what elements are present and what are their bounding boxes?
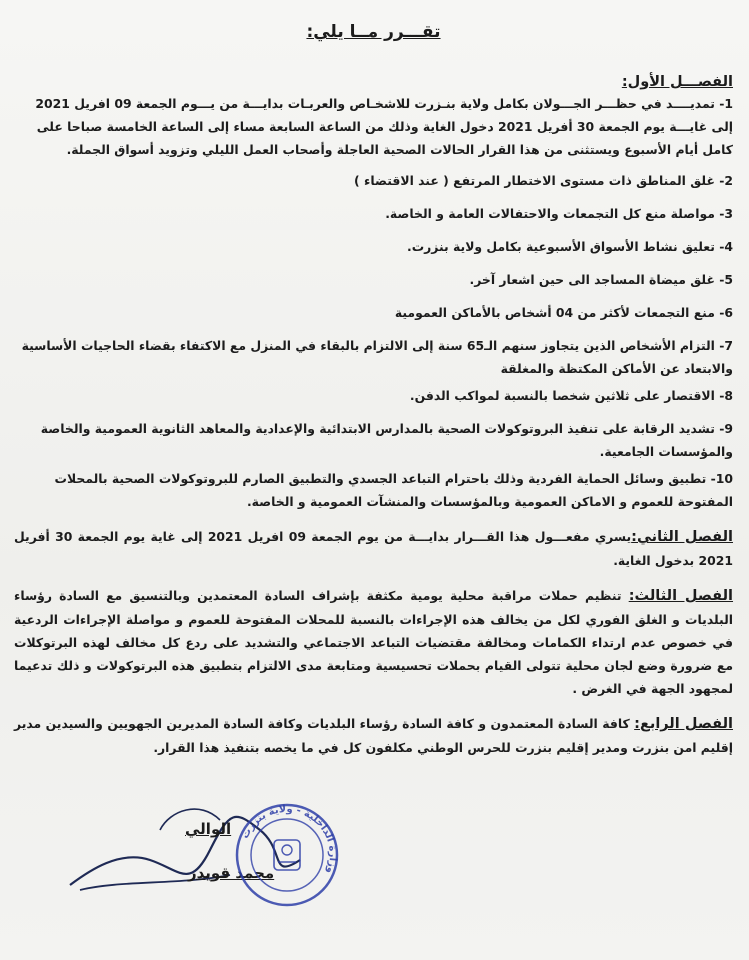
signatory-name: محمد قويدر — [188, 864, 275, 882]
chapter-1-item-9: 9- تشديد الرقابة على تنفيذ البروتوكولات الصحية بالمدارس الابتدائية والإعدادية والمعاهد الثانوية العمومية والخاصة والمؤسسات الجامعية. — [40, 421, 733, 459]
chapter-4 — [14, 712, 733, 759]
chapter-1-item-8: 8- الاقتصار على ثلاثين شخصا بالنسبة لمواكب الدفن. — [409, 388, 733, 403]
chapter-1-item-2: 2- غلق المناطق ذات مستوى الاختطار المرتفع ( عند الاقتضاء ) — [354, 173, 733, 188]
chapter-2-title: الفصل الثاني: — [631, 529, 733, 545]
chapter-1-item-7: 7- التزام الأشخاص الذين يتجاوز سنهم الـ65 سنة إلى الالتزام بالبقاء في المنزل مع الاكتفاء بقضاء الحاجيات الأساسية والابتعاد عن الأماكن المكتظة والمغلقة — [21, 338, 733, 376]
chapter-4-text: كافة السادة المعتمدون و كافة السادة رؤساء البلديات وكافة السادة المديرين الجهويين والسيدين مدير إقليم امن بنزرت ومدير إقليم بنزرت للحرس الوطني مكلفون كل في ما يخصه بتنفيذ هذا القرار. — [14, 716, 733, 755]
stamp-emblem-icon — [274, 840, 300, 870]
chapter-2 — [14, 525, 733, 572]
chapter-1 — [14, 74, 733, 513]
stamp-text: وزارة الداخلية - ولاية بنزرت — [239, 803, 339, 876]
chapter-1-item-10: 10- تطبيق وسائل الحماية الفردية وذلك باحترام التباعد الجسدي والتطبيق الصارم للبروتوكولات الصحية بالمحلات المفتوحة للعموم و الاماكن العمومية وبالمؤسسات والمنشآت العمومية و الخاصة. — [54, 471, 733, 509]
chapter-1-item-3: 3- مواصلة منع كل التجمعات والاحتفالات العامة و الخاصة. — [385, 206, 733, 221]
decision-heading: تقـــرر مــا يلي: — [306, 22, 441, 42]
chapter-3-title: الفصل الثالث: — [628, 588, 734, 604]
chapter-1-title: الفصـــل الأول: — [621, 74, 733, 90]
chapter-1-item-4: 4- تعليق نشاط الأسواق الأسبوعية بكامل ولاية بنزرت. — [407, 239, 733, 254]
official-stamp — [232, 800, 342, 910]
signatory-title: الوالي — [185, 820, 232, 838]
chapter-4-title: الفصل الرابع: — [634, 716, 733, 732]
chapter-1-item-5: 5- غلق ميضاة المساجد الى حين اشعار آخر. — [469, 272, 733, 287]
chapter-2-text: يسري مفعـــول هذا القـــرار بدايـــة من يوم الجمعة 09 افريل 2021 إلى غاية يوم الجمعة 30 أفريل 2021 بدخول الغاية. — [14, 529, 733, 568]
chapter-1-item-1: 1- تمديــــد في حظـــر الجـــولان بكامل ولاية بنـزرت للاشخـاص والعربـات بدايـــة من يـــوم الجمعة 09 افريل 2021 إلى غايـــة يوم الجمعة 30 أفريل 2021 دخول الغاية وذلك من الساعة السابعة مساء إلى الساعة الخامسة صباحا على كامل أيام الأسبوع ويستثنى من هذا القرار الحالات الصحية العاجلة وأصحاب العمل الليلي وتزويد أسواق الجملة. — [35, 96, 733, 157]
chapter-3-text: تنظيم حملات مراقبة محلية يومية مكثفة بإشراف السادة المعتمدين وبالتنسيق مع السادة رؤساء البلديات و الغلق الفوري لكل من يخالف هذه الإجراءات بالنسبة للمحلات المفتوحة للعموم و مواصلة الإجراءات الردعية في خصوص عدم ارتداء الكمامات ومخالفة مقتضيات التباعد الاجتماعي والتشديد على ردع كل مخالف لهذه البرتوكلات مع ضرورة وضع لجان محلية تتولى القيام بحملات تحسيسية ومتابعة مدى الالتزام بتطبيق هذه البرتوكولات و ذلك تدعيما لمجهود الجهة في الغرض . — [14, 588, 733, 696]
chapter-1-item-6: 6- منع التجمعات لأكثر من 04 أشخاص بالأماكن العمومية — [394, 305, 733, 320]
chapter-3 — [14, 584, 733, 700]
decision-body — [14, 22, 733, 759]
